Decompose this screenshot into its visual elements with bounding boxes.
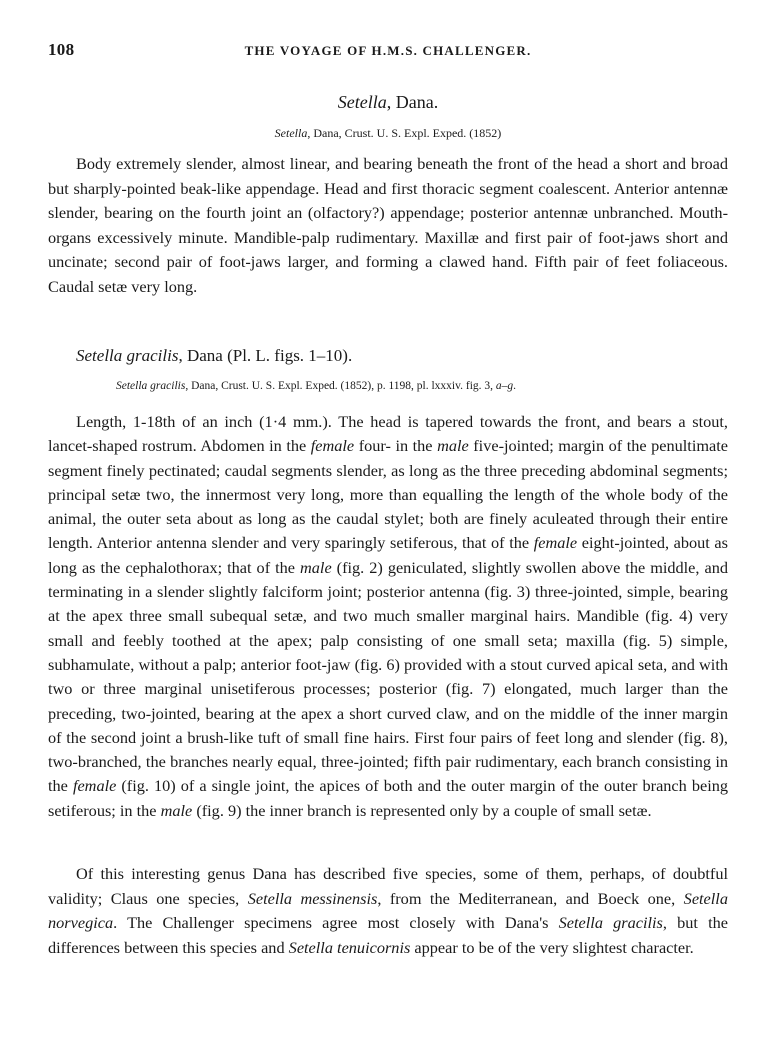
page-header xyxy=(48,40,728,64)
species-reference-figs: a–g xyxy=(495,380,514,392)
species-reference-end: . xyxy=(513,380,517,392)
text-run: Of this interesting genus Dana has described five species, some of them, perhaps, of doubtful validity; Claus one species, xyxy=(48,864,728,908)
text-run: (fig. 2) geniculated, slightly swollen above the middle, and terminating in a slender slightly falciform joint; posterior antenna (fig. 3) three-jointed, simple, bearing at the apex three small subequal setæ, and two much smaller marginal hairs. Mandible (fig. 4) very small and feebly toothed at the apex; palp consisting of one small seta; maxilla (fig. 5) simple, subhamulate, without a palp; anterior foot-jaw (fig. 6) provided with a stout curved apical seta, and with two or three marginal unisetiferous processes; posterior (fig. 7) elongated, much larger than the preceding, two-jointed, bearing at the apex a short curved claw, and on the middle of the inner margin of the second joint a brush-like tuft of small fine hairs. First four pairs of feet long and slender (fig. 8), two-branched, the branches nearly equal, three-jointed; fifth pair rudimentary, each branch consisting in the xyxy=(48,557,728,796)
genus-heading xyxy=(48,92,728,113)
genus-reference-name: Setella xyxy=(274,126,308,140)
species-reference xyxy=(116,380,516,392)
species-mention: Setella messinensis xyxy=(247,888,378,908)
text-run: , but the differences between this species and xyxy=(48,913,729,957)
species-mention: Setella gracilis xyxy=(558,913,663,932)
species-heading xyxy=(76,346,352,366)
italic-term: male xyxy=(300,557,332,577)
species-mention: Setella tenuicornis xyxy=(288,937,411,957)
species-mention: Setella norvegica xyxy=(48,888,728,932)
italic-term: female xyxy=(533,533,578,553)
genus-name: Setella xyxy=(337,92,387,112)
genus-description: Body extremely slender, almost linear, and bearing beneath the front of the head a short and broad but sharply-pointed beak-like appendage. Head and first thoracic segment coalescent. Anterior antennæ slender, bearing on the fourth joint an (olfactory?) appendage; posterior antennæ unbranched. Mouth-organs excessively minute. Mandible-palp rudimentary. Maxillæ and first pair of foot-jaws short and uncinate; second pair of foot-jaws larger, and forming a clawed hand. Fifth pair of feet foliaceous. Caudal setæ very long. xyxy=(48,154,728,296)
genus-authority: , Dana. xyxy=(386,92,439,112)
italic-term: female xyxy=(72,776,117,796)
species-name: Setella gracilis xyxy=(76,346,179,365)
species-reference-text: , Dana, Crust. U. S. Expl. Exped. (1852), p. 1198, pl. lxxxiv. fig. 3, xyxy=(185,380,496,392)
text-run: (fig. 9) the inner branch is represented only by a couple of small setæ. xyxy=(192,800,652,820)
page-number: 108 xyxy=(48,40,75,59)
species-authority: , Dana (Pl. L. figs. 1–10). xyxy=(178,346,353,365)
text-run: four- in the xyxy=(354,436,438,456)
italic-term: male xyxy=(160,800,193,820)
text-run: five-jointed; margin of the penultimate segment finely pectinated; caudal segments slender, as long as the three preceding abdominal segments; principal setæ two, the innermost very long, more than equalling the length of the whole body of the animal, the outer seta about as long as the caudal stylet; both are finely aculeated through their entire length. Anterior antenna slender and very sparingly setiferous, that of the xyxy=(48,436,728,553)
text-run: appear to be of the very slightest character. xyxy=(410,937,694,957)
species-description xyxy=(48,410,728,823)
genus-reference xyxy=(48,126,728,141)
text-run: . The Challenger specimens agree most closely with Dana's xyxy=(113,913,559,932)
running-title: THE VOYAGE OF H.M.S. CHALLENGER. xyxy=(244,43,532,58)
italic-term: male xyxy=(437,436,469,456)
text-run: (fig. 10) of a single joint, the apices of both and the outer margin of the outer branch being setiferous; in the xyxy=(48,776,729,820)
text-run: Length, 1-18th of an inch (1·4 mm.). The head is tapered towards the front, and bears a stout, lancet-shaped rostrum. Abdomen in the xyxy=(48,412,728,456)
remarks-paragraph xyxy=(48,862,728,960)
genus-reference-text: , Dana, Crust. U. S. Expl. Exped. (1852) xyxy=(307,126,502,140)
text-run: eight-jointed, about as long as the cephalothorax; that of the xyxy=(48,533,728,577)
text-run: , from the Mediterranean, and Boeck one, xyxy=(377,888,684,908)
italic-term: female xyxy=(310,436,355,456)
species-reference-name: Setella gracilis xyxy=(116,380,186,392)
